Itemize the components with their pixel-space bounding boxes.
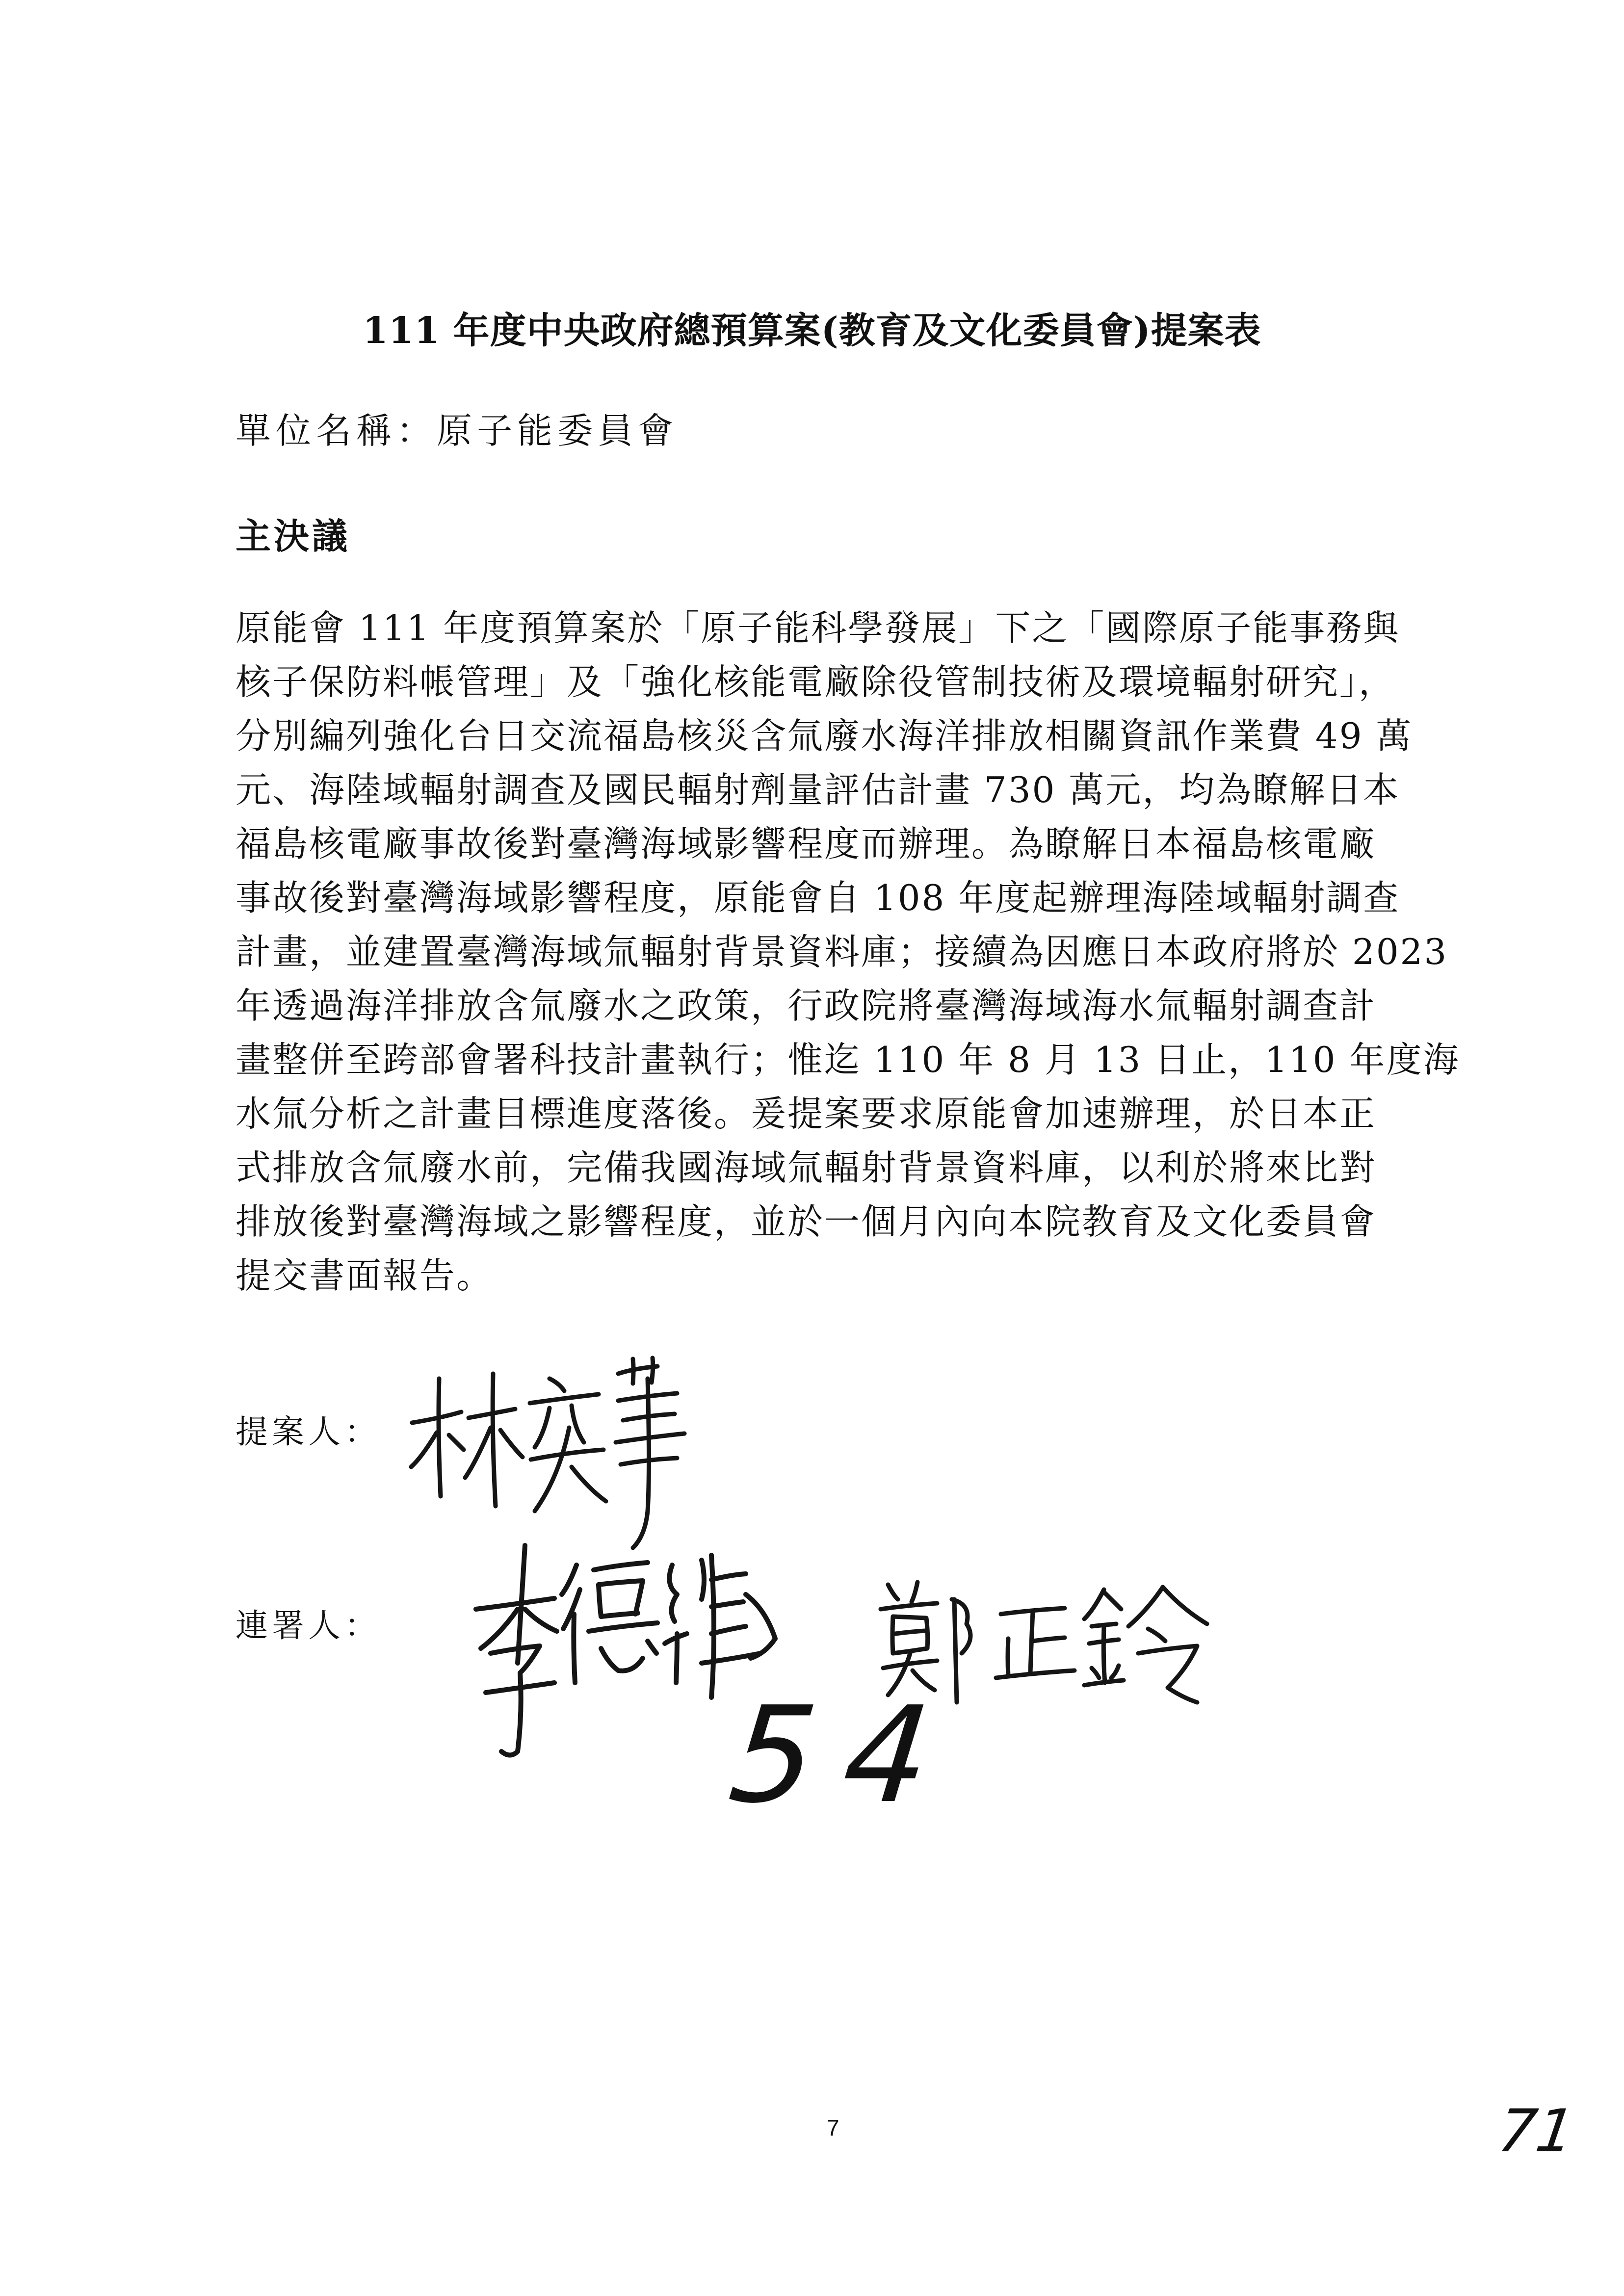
body-line: 畫整併至跨部會署科技計畫執行；惟迄 110 年 8 月 13 日止，110 年度海 bbox=[236, 1039, 1460, 1080]
handwritten-page-mark: 54 bbox=[723, 1678, 967, 1832]
page-number: 7 bbox=[827, 2115, 839, 2140]
resolution-body bbox=[236, 601, 1460, 1303]
section-heading: 主決議 bbox=[236, 515, 351, 557]
body-line: 提交書面報告。 bbox=[236, 1255, 494, 1296]
corner-page-mark: 71 bbox=[1494, 2097, 1579, 2166]
body-line: 年透過海洋排放含氚廢水之政策，行政院將臺灣海域海水氚輻射調查計 bbox=[236, 985, 1377, 1026]
body-line: 排放後對臺灣海域之影響程度，並於一個月內向本院教育及文化委員會 bbox=[236, 1201, 1377, 1242]
body-line: 事故後對臺灣海域影響程度，原能會自 108 年度起辦理海陸域輻射調查 bbox=[236, 877, 1400, 918]
proposer-signature bbox=[402, 1349, 716, 1555]
body-line: 核子保防料帳管理」及「強化核能電廠除役管制技術及環境輻射研究」， bbox=[236, 661, 1396, 703]
page-title: 111 年度中央政府總預算案(教育及文化委員會)提案表 bbox=[363, 310, 1261, 352]
cosigner-label: 連署人： bbox=[236, 1607, 381, 1644]
body-line: 原能會 111 年度預算案於「原子能科學發展」下之「國際原子能事務與 bbox=[236, 607, 1400, 649]
body-line: 分別編列強化台日交流福島核災含氚廢水海洋排放相關資訊作業費 49 萬 bbox=[236, 715, 1413, 757]
body-line: 式排放含氚廢水前，完備我國海域氚輻射背景資料庫，以利於將來比對 bbox=[236, 1147, 1377, 1188]
body-line: 福島核電廠事故後對臺灣海域影響程度而辦理。為瞭解日本福島核電廠 bbox=[236, 823, 1377, 864]
body-line: 計畫，並建置臺灣海域氚輻射背景資料庫；接續為因應日本政府將於 2023 bbox=[236, 931, 1448, 972]
body-line: 元、海陸域輻射調查及國民輻射劑量評估計畫 730 萬元，均為瞭解日本 bbox=[236, 769, 1400, 810]
unit-name: 單位名稱：原子能委員會 bbox=[236, 410, 679, 451]
proposer-label: 提案人： bbox=[236, 1413, 381, 1451]
body-line: 水氚分析之計畫目標進度落後。爰提案要求原能會加速辦理，於日本正 bbox=[236, 1093, 1377, 1134]
